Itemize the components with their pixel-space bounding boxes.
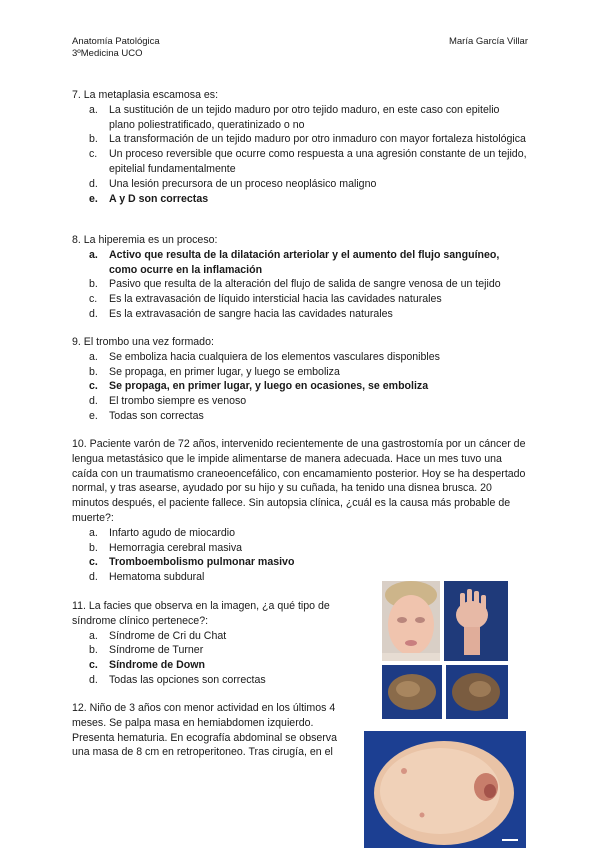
option-text: Hemorragia cerebral masiva — [109, 541, 243, 554]
answer-option-correct — [72, 192, 528, 207]
option-letter: b. — [89, 278, 98, 291]
answer-option — [72, 629, 372, 644]
option-text: A y D son correctas — [109, 192, 209, 205]
option-text: Se emboliza hacia cualquiera de los elementos vasculares disponibles — [109, 350, 440, 363]
hand-photo — [444, 581, 508, 661]
question-stem: 7. La metaplasia escamosa es: — [72, 89, 219, 101]
answer-option — [72, 277, 528, 292]
question-stem: 8. La hiperemia es un proceso: — [72, 234, 218, 246]
option-letter: b. — [89, 133, 98, 146]
option-text: La transformación de un tejido maduro por otro inmaduro con mayor fortaleza histológica — [109, 133, 526, 146]
question-10 — [72, 437, 528, 585]
option-letter: a. — [89, 248, 98, 261]
option-text: Todas son correctas — [109, 409, 204, 422]
answer-option-correct — [72, 658, 372, 673]
answer-option — [72, 132, 528, 147]
option-text: Pasivo que resulta de la alteración del flujo de salida de sangre venosa de un tejido — [109, 278, 501, 291]
option-letter: d. — [89, 571, 98, 584]
option-text: Un proceso reversible que ocurre como respuesta a una agresión constante de un tejido, epitelial fundamentalmente — [109, 148, 527, 175]
option-letter: e. — [89, 192, 98, 205]
answer-option-correct — [72, 555, 528, 570]
question-stem: 12. Niño de 3 años con menor actividad en los últimos 4 meses. Se palpa masa en hemiabdomen izquierdo. Presenta hematuria. En ecografía abdominal se observa una masa de 8 cm en retroperitoneo. Tras cirugía, en el — [72, 702, 337, 759]
option-letter: d. — [89, 673, 98, 686]
answer-options — [72, 526, 528, 585]
option-text: Tromboembolismo pulmonar masivo — [109, 556, 295, 569]
specimen-photo-left — [382, 665, 442, 719]
answer-option — [72, 365, 528, 380]
answer-option — [72, 147, 528, 177]
option-letter: b. — [89, 365, 98, 378]
question-7 — [72, 88, 528, 206]
option-text: Es la extravasación de sangre hacia las cavidades naturales — [109, 307, 393, 320]
down-syndrome-figure — [380, 579, 510, 721]
option-letter: c. — [89, 293, 98, 306]
answer-option — [72, 103, 528, 133]
option-text: Hematoma subdural — [109, 571, 205, 584]
answer-option — [72, 541, 528, 556]
answer-option — [72, 307, 528, 322]
option-text: Síndrome de Cri du Chat — [109, 629, 227, 642]
option-text: Una lesión precursora de un proceso neoplásico maligno — [109, 177, 377, 190]
option-letter: d. — [89, 177, 98, 190]
answer-option — [72, 292, 528, 307]
answer-option — [72, 673, 372, 688]
answer-option — [72, 394, 528, 409]
option-text: Se propaga, en primer lugar, y luego se emboliza — [109, 365, 340, 378]
specimen-photo-right — [446, 665, 508, 719]
question-12 — [72, 701, 355, 760]
header-author: María García Villar — [448, 36, 528, 47]
answer-options — [72, 629, 372, 688]
option-letter: c. — [89, 556, 98, 569]
option-letter: c. — [89, 380, 98, 393]
question-8 — [72, 233, 528, 322]
answer-options — [72, 350, 528, 424]
answer-option — [72, 643, 372, 658]
option-text: El trombo siempre es venoso — [109, 395, 247, 408]
option-text: La sustitución de un tejido maduro por otro tejido maduro, en este caso con epitelio plano poliestratificado, queratinizado o no — [109, 103, 500, 131]
answer-option — [72, 350, 528, 365]
question-9 — [72, 335, 528, 424]
option-text: Infarto agudo de miocardio — [109, 526, 236, 539]
option-letter: c. — [89, 148, 98, 161]
question-11 — [72, 599, 372, 688]
option-letter: b. — [89, 541, 98, 554]
answer-option-correct — [72, 248, 528, 278]
option-letter: a. — [89, 526, 98, 539]
option-letter: c. — [89, 659, 98, 672]
tumor-specimen-photo — [364, 731, 526, 848]
answer-option — [72, 409, 528, 424]
page-header-left — [72, 36, 160, 60]
option-letter: a. — [89, 629, 98, 642]
header-subject: Anatomía Patológica — [72, 36, 160, 47]
question-stem: 10. Paciente varón de 72 años, intervenido recientemente de una gastrostomía por un cáncer de lengua metastásico que le impide alimentarse de manera adecuada. Hace un mes tuvo una caída con un traumatismo craneoencefálico, con encamamiento posterior. Hoy se ha despertado normal, y tras asearse, ayudado por su hijo y su cuñada, ha tenido una disnea brusca. 20 minutos después, el paciente fallece. Sin autopsia clínica, ¿cuál es la causa más probable de muerte?: — [72, 438, 526, 524]
answer-option-correct — [72, 379, 528, 394]
question-stem: 11. La facies que observa en la imagen, ¿a qué tipo de síndrome clínico pertenece?: — [72, 600, 330, 627]
answer-option — [72, 526, 528, 541]
option-letter: d. — [89, 307, 98, 320]
option-letter: a. — [89, 103, 98, 116]
header-course: 3ºMedicina UCO — [72, 48, 143, 59]
option-letter: e. — [89, 409, 98, 422]
option-letter: d. — [89, 395, 98, 408]
answer-options — [72, 103, 528, 207]
answer-options — [72, 248, 528, 322]
option-text: Se propaga, en primer lugar, y luego en ocasiones, se emboliza — [109, 380, 429, 393]
question-stem: 9. El trombo una vez formado: — [72, 336, 214, 348]
option-text: Síndrome de Down — [109, 659, 205, 672]
option-text: Es la extravasación de líquido intersticial hacia las cavidades naturales — [109, 293, 442, 306]
option-text: Síndrome de Turner — [109, 644, 204, 657]
child-face-photo — [382, 581, 440, 661]
option-text: Todas las opciones son correctas — [109, 673, 266, 686]
answer-option — [72, 177, 528, 192]
option-letter: b. — [89, 644, 98, 657]
option-text: Activo que resulta de la dilatación arteriolar y el aumento del flujo sanguíneo, como ocurre en la inflamación — [109, 248, 500, 276]
option-letter: a. — [89, 350, 98, 363]
